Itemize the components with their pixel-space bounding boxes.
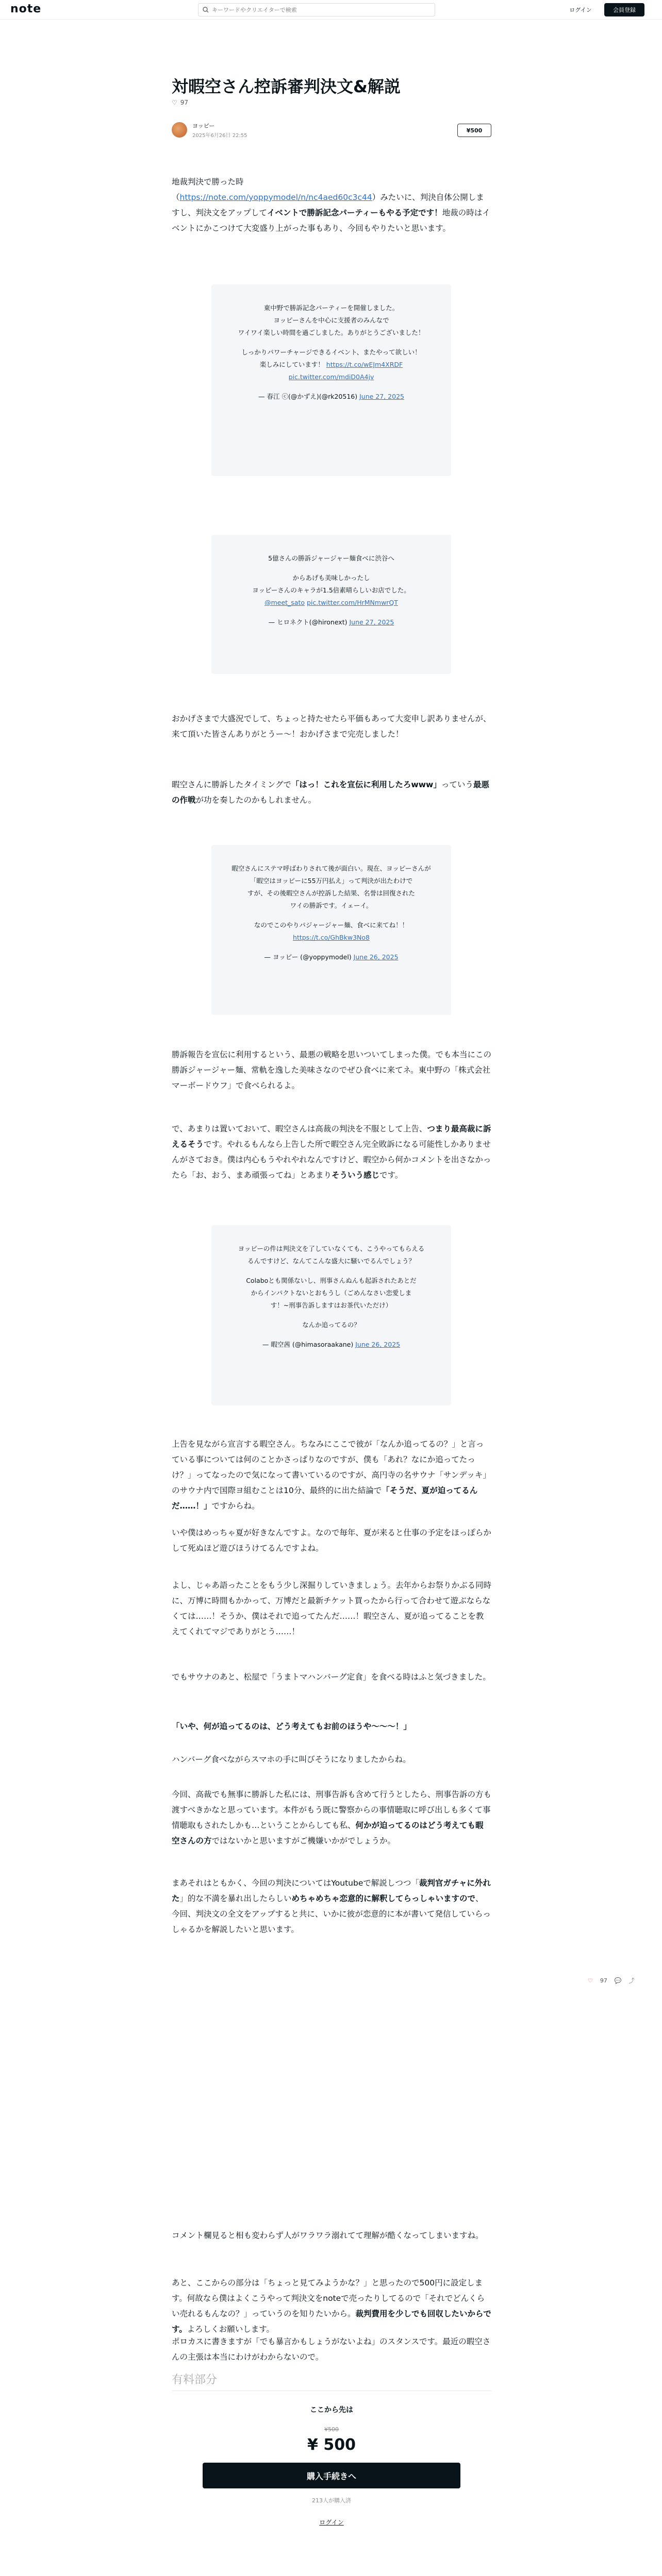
- author-meta: [192, 122, 247, 139]
- paragraph: まあそれはともかく、今回の判決についてはYoutubeで解説しつつ「裁判官ガチャに外れた」的な不満を暴れ出したらしいめちゃめちゃ恋意的に解釈してらっしゃいますので、今回、判決文の全文をアップすると共に、いかに彼が恋意的に本が書いて発信していらっしゃるかを解説したいと思います。: [172, 1878, 491, 1934]
- embed-date-link[interactable]: June 26, 2025: [353, 953, 399, 961]
- search-bar[interactable]: [198, 3, 435, 16]
- embed-date-link[interactable]: June 27, 2025: [359, 393, 404, 400]
- side-actions: [588, 1976, 635, 1985]
- embed-date-link[interactable]: June 26, 2025: [355, 1341, 401, 1348]
- article-title: 対暇空さん控訴審判決文&解説: [172, 77, 401, 96]
- author-name[interactable]: ヨッピー: [192, 122, 215, 129]
- embed-source: — 暇空茜 (@himasoraakane) June 26, 2025: [262, 1341, 401, 1348]
- price-badge: ¥500: [457, 124, 491, 137]
- paragraph: おかげさまで大盛況でして、ちょっと持たせたら平価もあって大変申し訳ありませんが、来て頂いた皆さんありがとうー～！おかげさまで完売しました！: [172, 714, 491, 739]
- paywall-heading: ここから先は: [310, 2406, 353, 2414]
- logo-text: note: [10, 3, 42, 15]
- likes-row: [172, 99, 491, 106]
- tweet-embed: [211, 284, 451, 476]
- embed-text: からあげも美味しかったし ヨッピーさんのキャラが1.5倍素晴らしいお店でした。 @meet_sato pic.twitter.com/HrMNmwrQT: [252, 574, 410, 606]
- top-header: [0, 0, 662, 20]
- login-button[interactable]: ログイン: [564, 3, 597, 16]
- comment-icon[interactable]: 💬: [614, 1977, 622, 1984]
- paragraph: 暇空さんに勝訴したタイミングで「はっ！これを宣伝に利用したろwww」っていう最悪の作戦が功を奏したのかもしれません。: [172, 780, 489, 805]
- tweet-embed: [211, 535, 451, 674]
- embed-text: なんか追ってるの？: [302, 1321, 360, 1329]
- share-icon[interactable]: ⤴: [628, 1977, 635, 1984]
- embed-text: 暇空さんにステマ呼ばわりされて後が面白い。現在、ヨッピーさんが 「暇空はヨッピーに55万円払え」って判決が出たわけで すが、その後暇空さんが控訴した結果、名誉は回復された ワイの勝訴です。イェーイ。: [231, 865, 431, 909]
- embed-link[interactable]: @meet_sato: [264, 599, 305, 606]
- embed-text: 5億さんの勝訴ジャージャー麺食べに渋谷へ: [268, 554, 394, 562]
- embed-source: — 春江 ⓒ(@かずえ)(@rk20516) June 27, 2025: [258, 393, 404, 400]
- paragraph: でもサウナのあと、松屋で「うまトマハンバーグ定食」を食べる時はふと気づきました。: [172, 1672, 491, 1682]
- paragraph: あと、ここからの部分は「ちょっと見てみようかな？」と思ったので500円に設定します。何故なら僕はよくこうやって判決文をnoteで売ったりしてるので「それでどんくらい売れるもんなの？」っていうのを知りたいから。裁判費用を少しでも回収したいからです。よろしくお願いします。: [172, 2278, 491, 2334]
- paragraph: 「いや、何が追ってるのは、どう考えてもお前のほうや～～～！」: [172, 1722, 411, 1731]
- login-link[interactable]: ログイン: [319, 2519, 344, 2526]
- paywall-label: 有料部分: [172, 2374, 218, 2386]
- paragraph: で、あまりは置いておいて、暇空さんは高裁の判決を不服として上告、つまり最高裁に訴えるそうです。やれるもんなら上告した所で暇空さん完全敗訴になる可能性しかありませんがさておき。僕は内心もうやれやれなんですけど、暇空から何かコメントを出さなかったら「お、おう、まあ頑張ってね」とあまりそういう感じです。: [172, 1124, 491, 1180]
- paragraph: 勝訴報告を宣伝に利用するという、最悪の戦略を思いついてしまった僕。でも本当にこの勝訴ジャージャー麺、常軌を逸した美味さなのでぜひ食べに来てネ。東中野の「株式会社マーボードウフ」で食べられるよ。: [172, 1050, 492, 1090]
- side-like-count: 97: [600, 1977, 607, 1984]
- embed-link[interactable]: https://t.co/wEJm4XRDF: [326, 361, 403, 368]
- embed-text: 東中野で勝訴記念パーティーを開催しました。 ヨッピーさんを中心に支援者のみんなで ワイワイ楽しい時間を過ごしました。ありがとうございました！: [238, 304, 425, 336]
- heart-icon[interactable]: ♡: [172, 99, 177, 106]
- buyer-count: 213人が購入済: [312, 2497, 351, 2504]
- avatar[interactable]: [172, 122, 187, 138]
- purchase-button[interactable]: 購入手続きへ: [203, 2463, 460, 2488]
- embed-date-link[interactable]: June 27, 2025: [349, 618, 394, 626]
- paywall-box: [172, 2398, 491, 2526]
- publish-date: 2025年6月26日 22:55: [192, 132, 247, 139]
- paragraph: 地裁判決で勝った時 （https://note.com/yoppymodel/n/nc4aed60c3c44）みたいに、判決自体公開しますし、判決文をアップしてイベントで勝訴記念パーティーもやる予定です！地裁の時はイベントにかこつけて大変盛り上がった事もあり、今回もやりたいと思います。: [172, 177, 490, 233]
- heart-icon[interactable]: ♡: [588, 1977, 593, 1984]
- paragraph: よし、じゃあ語ったことをもう少し深掘りしていきましょう。去年からお祭りかぶる同時に、万博に時間もかかって、万博だと最新チケット買ったから行って合わせて遊ぶならなくては……！そうか、僕はそれで追ってたんだ……！暇空さん、夏が追ってることを教えてくれてマジでありがとう……！: [172, 1581, 492, 1636]
- paragraph: ポロカスに書きますが「でも暴言かもしょうがないよね」のスタンスです。最近の暇空さんの主張は本当にわけがわからないので。: [172, 2337, 491, 2362]
- embed-text: しっかりパワーチャージできるイベント、またやって欲しい！ 楽しみにしています！ https://t.co/wEJm4XRDF pic.twitter.com/mdiD0A4jv: [241, 348, 421, 381]
- tweet-embed: [211, 845, 451, 1015]
- search-icon: [203, 7, 209, 13]
- list-price: ¥500: [324, 2426, 339, 2433]
- price: ¥ 500: [307, 2436, 356, 2454]
- paragraph: ハンバーグ食べながらスマホの手に叫びそうになりましたからね。: [172, 1755, 411, 1764]
- paragraph: 今回、高裁でも無事に勝訴した私には、刑事告訴も含めて行うとしたら、刑事告訴の方も渡すべきかなと思っています。本件がもう既に警察からの事情聴取に呼び出しも多くて事情聴取もされたしかも…ということからしても私、何かが迫ってるのはどう考えても暇空さんの方ではないかと思いますがご機嫌いかがでしょうか。: [172, 1790, 492, 1845]
- embed-source: — ヒロネクト(@hironext) June 27, 2025: [268, 618, 394, 626]
- embed-link[interactable]: https://t.co/GhBkw3No8: [293, 934, 370, 941]
- paragraph: いや僕はめっちゃ夏が好きなんですよ。なので毎年、夏が来ると仕事の予定をほっぽらかして死ぬほど遊びほうけてるんですよね。: [172, 1528, 491, 1553]
- article-link[interactable]: https://note.com/yoppymodel/n/nc4aed60c3c44: [179, 193, 372, 202]
- embed-link[interactable]: pic.twitter.com/mdiD0A4jv: [288, 373, 374, 381]
- embed-text: なのでこのやりパジャージャー麺、食べに来てね！！ https://t.co/GhBkw3No8: [254, 921, 409, 941]
- embed-source: — ヨッピー (@yoppymodel) June 26, 2025: [264, 953, 399, 961]
- note-logo[interactable]: [10, 3, 41, 15]
- paragraph: 上告を見ながら宣言する暇空さん。ちなみにここで彼が「なんか追ってるの？」と言っている事については何のことかさっぱりなのですが、僕も「あれ？なにか追ってたっけ？」ってなったので気になって書いているのですが、高円寺の名サウナ「サンデッキ」のサウナ内で国際ヨ組むことは10分、最終的に出た結論で「そうだ、夏が迫ってるんだ……！」ですからね。: [172, 1439, 491, 1511]
- paragraph: コメント欄見ると相も変わらず人がワラワラ溺れてて理解が酷くなってしまいますね。: [172, 2231, 484, 2240]
- author-row: [172, 120, 491, 140]
- embed-text: Colaboとも関係ないし、刑事さんぬんも起訴されたあとだ からインパクトないとおもうし（ごめんなさい恋愛しま す！~刑事告訴しますはお茶代いただけ）: [246, 1277, 417, 1309]
- embed-link[interactable]: pic.twitter.com/HrMNmwrQT: [307, 599, 398, 606]
- tweet-embed: [211, 1225, 451, 1405]
- search-input[interactable]: [212, 7, 428, 13]
- embed-text: ヨッピーの件は判決文を了していなくても、こうやってもらえる るんですけど、なんてこんな盛大に騒いでるんでしょう？: [238, 1245, 425, 1265]
- like-count: 97: [180, 99, 189, 106]
- register-button[interactable]: 会員登録: [604, 3, 644, 16]
